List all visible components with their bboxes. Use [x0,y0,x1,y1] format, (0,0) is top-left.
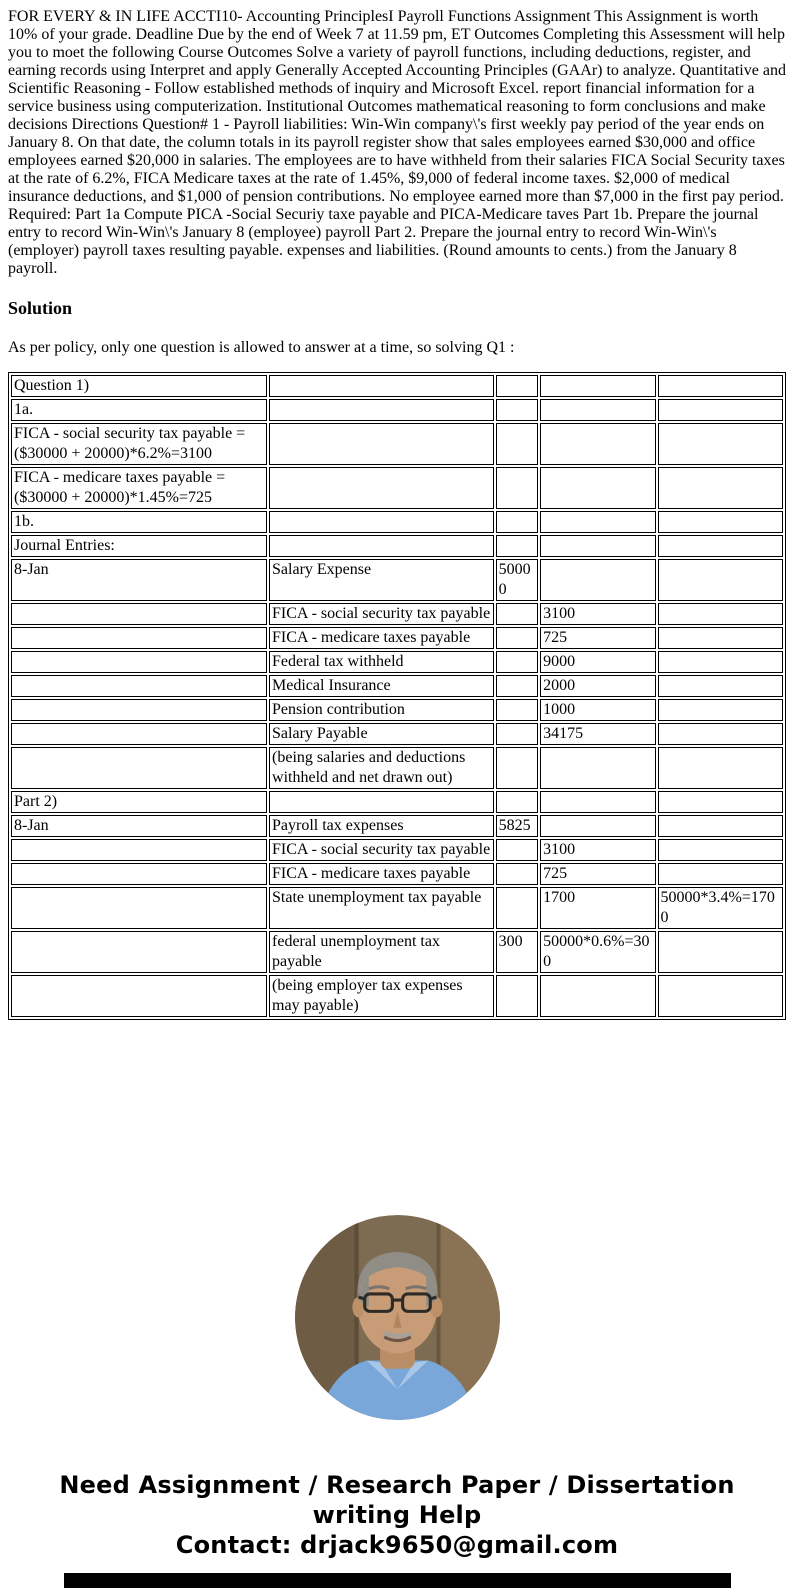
person-photo-icon [295,1215,500,1420]
policy-note: As per policy, only one question is allowed to answer at a time, so solving Q1 : [8,339,515,356]
table-cell [269,511,494,533]
table-cell [658,627,784,649]
table-row [11,747,783,789]
table-cell [540,375,655,397]
table-cell: 3100 [540,603,655,625]
assignment-text: FOR EVERY & IN LIFE ACCTI10- Accounting PrinciplesI Payroll Functions Assignment This Assignment is worth 10% of your grade. Deadline Due by the end of Week 7 at 11.59 pm, ET Outcomes Completing this Assessment will help you to moet the following Course Outcomes Solve a variety of payroll functions, including deductions, register, and earning records using Interpret and apply Generally Accepted Accounting Principles (GAAr) to analyze. Quantitative and Scientific Reasoning - Follow established methods of inquiry and Microsoft Excel. report financial information for a service business using computerization. Institutional Outcomes mathematical reasoning to form conclusions and make decisions Directions Question# 1 - Payroll liabilities: Win-Win company\'s first weekly pay period of the year ends on January 8. On that date, the column totals in its payroll register show that sales employees earned $30,000 and office employees earned $20,000 in salaries. The employees are to have withheld from their salaries FICA Social Security taxes at the rate of 6.2%, FICA Medicare taxes at the rate of 1.45%, $9,000 of federal income taxes. $2,000 of medical insurance deductions, and $1,000 of pension contributions. No employee earned more than $7,000 in the first pay period. Required: Part 1a Compute PICA -Social Securiy taxe payable and PICA-Medicare taves Part 1b. Prepare the journal entry to record Win-Win\'s January 8 (employee) payroll Part 2. Prepare the journal entry to record Win-Win\'s (employer) payroll taxes resulting payable. expenses and liabilities. (Round amounts to cents.) from the January 8 payroll. [8,8,786,277]
table-row [11,975,783,1017]
table-cell: FICA - social security tax payable = ($30000 + 20000)*6.2%=3100 [11,423,267,465]
table-cell [11,699,267,721]
table-cell [496,603,539,625]
table-cell [540,559,655,601]
table-cell [496,423,539,465]
table-row [11,723,783,745]
footer-contact-line: Contact: drjack9650@gmail.com [175,1531,619,1559]
table-cell: 725 [540,863,655,885]
table-cell [496,651,539,673]
table-cell [11,627,267,649]
table-cell: (being employer tax expenses may payable) [269,975,494,1017]
table-cell: 50000 [496,559,539,601]
table-cell [496,747,539,789]
table-row [11,651,783,673]
table-cell: 5825 [496,815,539,837]
table-cell: State unemployment tax payable [269,887,494,929]
table-cell [658,535,784,557]
table-row [11,511,783,533]
table-cell [11,675,267,697]
table-cell [658,399,784,421]
table-cell: 1700 [540,887,655,929]
table-row [11,399,783,421]
table-cell [658,603,784,625]
table-row [11,423,783,465]
table-cell [496,839,539,861]
table-row [11,791,783,813]
table-cell: 50000*3.4%=1700 [658,887,784,929]
table-cell: 1000 [540,699,655,721]
bottom-bar [64,1573,731,1588]
table-cell [496,627,539,649]
table-cell [496,975,539,1017]
table-cell [540,423,655,465]
table-cell [11,723,267,745]
table-cell [658,815,784,837]
table-cell [11,651,267,673]
table-cell: Part 2) [11,791,267,813]
table-cell [269,535,494,557]
table-cell [540,535,655,557]
table-cell: Payroll tax expenses [269,815,494,837]
table-cell [496,511,539,533]
table-cell: Journal Entries: [11,535,267,557]
table-cell: 8-Jan [11,815,267,837]
table-row [11,699,783,721]
table-cell [658,863,784,885]
table-cell [269,791,494,813]
table-cell: FICA - social security tax payable [269,603,494,625]
table-row [11,931,783,973]
table-cell [496,535,539,557]
table-cell [496,467,539,509]
table-cell [658,651,784,673]
table-cell [269,467,494,509]
table-row [11,675,783,697]
table-cell [11,975,267,1017]
table-cell [658,511,784,533]
footer-cta [25,1470,770,1560]
table-cell [496,863,539,885]
footer-help-line: Need Assignment / Research Paper / Dissertation writing Help [59,1471,735,1529]
table-cell [269,423,494,465]
table-cell: Salary Payable [269,723,494,745]
table-cell [11,839,267,861]
table-cell [540,511,655,533]
table-cell [496,675,539,697]
table-cell [496,791,539,813]
table-cell [269,399,494,421]
table-cell [540,815,655,837]
table-row [11,627,783,649]
table-cell [540,747,655,789]
table-cell [540,467,655,509]
table-cell [658,375,784,397]
table-cell: 3100 [540,839,655,861]
table-cell: 725 [540,627,655,649]
table-cell: 2000 [540,675,655,697]
table-cell [269,375,494,397]
solution-heading: Solution [8,298,73,318]
table-cell [496,723,539,745]
avatar [295,1215,500,1420]
table-row [11,467,783,509]
table-cell [540,399,655,421]
table-cell [658,675,784,697]
table-row [11,375,783,397]
table-row [11,815,783,837]
table-cell: federal unemployment tax payable [269,931,494,973]
table-cell [11,747,267,789]
table-row [11,535,783,557]
table-cell [658,559,784,601]
table-cell: Question 1) [11,375,267,397]
table-cell: 50000*0.6%=300 [540,931,655,973]
table-cell [11,887,267,929]
table-cell: Federal tax withheld [269,651,494,673]
table-cell [658,699,784,721]
table-cell: FICA - medicare taxes payable = ($30000 + 20000)*1.45%=725 [11,467,267,509]
table-cell: FICA - social security tax payable [269,839,494,861]
solution-table [8,372,786,1020]
table-cell: Pension contribution [269,699,494,721]
table-cell [658,975,784,1017]
table-row [11,559,783,601]
table-cell [540,791,655,813]
table-cell: (being salaries and deductions withheld and net drawn out) [269,747,494,789]
table-cell: 300 [496,931,539,973]
table-cell [11,931,267,973]
table-row [11,603,783,625]
table-cell: 1b. [11,511,267,533]
table-cell [496,399,539,421]
table-cell: 1a. [11,399,267,421]
table-cell [658,723,784,745]
table-cell [658,931,784,973]
table-cell [11,863,267,885]
table-cell: 34175 [540,723,655,745]
table-cell: 8-Jan [11,559,267,601]
table-cell: FICA - medicare taxes payable [269,863,494,885]
table-cell [658,839,784,861]
table-cell: Salary Expense [269,559,494,601]
table-cell [496,887,539,929]
table-cell: Medical Insurance [269,675,494,697]
table-cell [658,747,784,789]
table-cell [658,467,784,509]
table-cell: FICA - medicare taxes payable [269,627,494,649]
table-cell [496,375,539,397]
table-cell [11,603,267,625]
table-cell [658,791,784,813]
table-cell [540,975,655,1017]
table-cell: 9000 [540,651,655,673]
table-cell [496,699,539,721]
table-row [11,887,783,929]
table-row [11,863,783,885]
table-row [11,839,783,861]
table-cell [658,423,784,465]
